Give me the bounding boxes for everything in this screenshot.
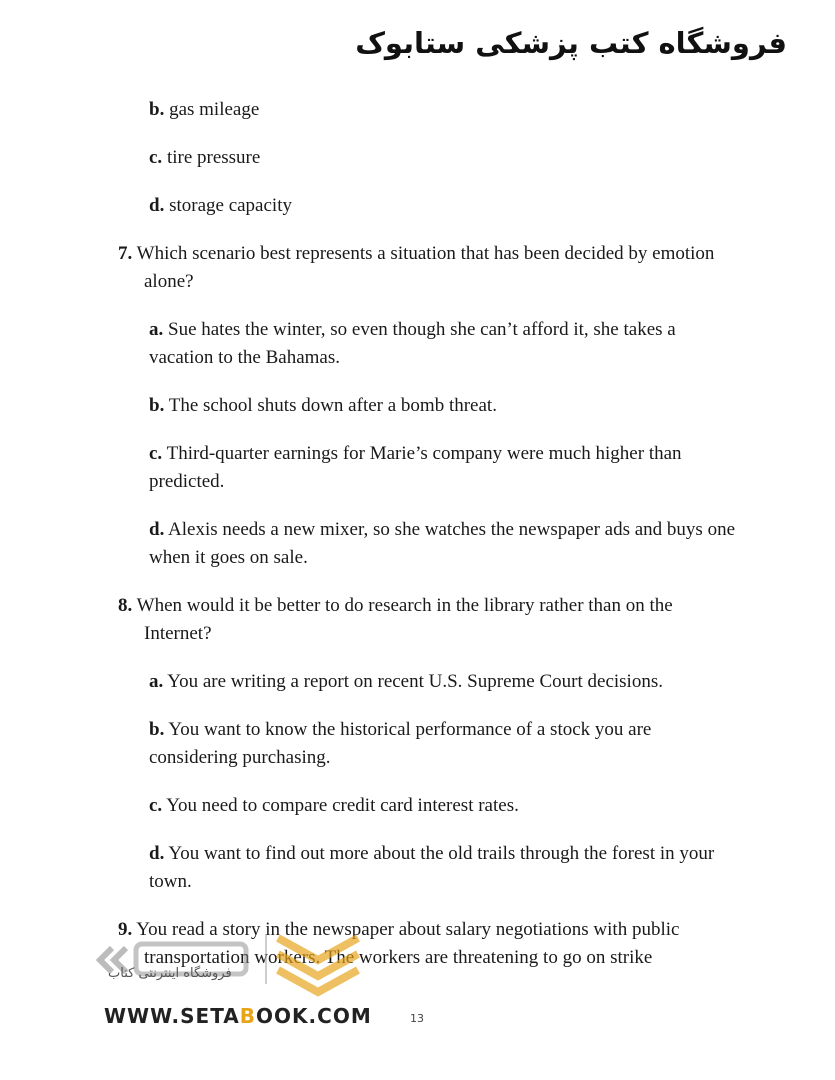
- store-header-title: فروشگاه کتب پزشکی ستابوک: [355, 26, 787, 60]
- question-8: 8. When would it be better to do research in the library rather than on the Internet?: [118, 595, 673, 644]
- option-6d: d. storage capacity: [149, 195, 292, 216]
- site-url[interactable]: WWW.SETABOOK.COM: [104, 1004, 372, 1028]
- question-9: 9. You read a story in the newspaper about salary negotiations with public transportation workers. The workers are threatening to go on strike: [118, 919, 680, 968]
- option-6c: c. tire pressure: [149, 147, 261, 168]
- option-7b: b. The school shuts down after a bomb threat.: [149, 395, 497, 416]
- setabook-logo-icon: [92, 920, 372, 1000]
- option-7c: c. Third-quarter earnings for Marie’s company were much higher than predicted.: [149, 443, 682, 492]
- option-8d: d. You want to find out more about the old trails through the forest in your town.: [149, 843, 715, 892]
- question-7: 7. Which scenario best represents a situation that has been decided by emotion alone?: [118, 243, 715, 292]
- option-6b: b. gas mileage: [149, 99, 260, 120]
- document-body: [118, 96, 738, 992]
- page-number: 13: [410, 1012, 424, 1025]
- option-8c: c. You need to compare credit card interest rates.: [149, 795, 519, 816]
- option-8b: b. You want to know the historical performance of a stock you are considering purchasing.: [149, 719, 652, 768]
- option-7a: a. Sue hates the winter, so even though she can’t afford it, she takes a vacation to the Bahamas.: [149, 319, 676, 368]
- watermark-store-tagline: فروشگاه اینترنتی کتاب: [108, 966, 232, 981]
- option-8a: a. You are writing a report on recent U.S. Supreme Court decisions.: [149, 671, 663, 692]
- option-7d: d. Alexis needs a new mixer, so she watches the newspaper ads and buys one when it goes on sale.: [149, 519, 735, 568]
